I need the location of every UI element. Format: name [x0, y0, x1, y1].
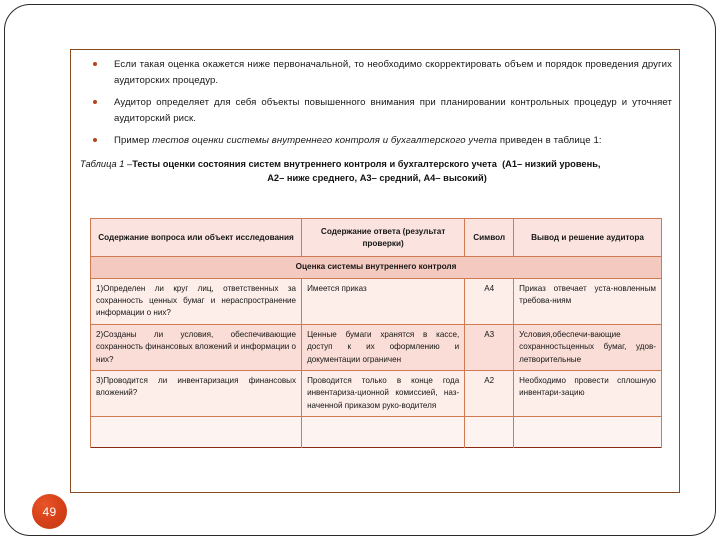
- caption-legend-line-2: А2– ниже среднего, А3– средний, А4– высокий): [267, 172, 487, 183]
- cell-symbol: А2: [465, 371, 514, 417]
- caption-label: Таблица 1 –: [80, 159, 133, 169]
- page-number-badge: 49: [32, 494, 67, 529]
- bullet-text-3-prefix: Пример: [114, 135, 153, 147]
- table-caption: [80, 158, 674, 185]
- cell-answer: Имеется приказ: [302, 278, 465, 324]
- bullet-text-1: Если такая оценка окажется ниже первоначальной, то необходимо скорректировать объем и порядок проведения других аудиторских процедур.: [114, 59, 672, 86]
- table-row: [91, 278, 662, 324]
- bullet-dot-icon: [93, 100, 97, 104]
- bullet-text-3-emphasis: тестов оценки системы внутреннего контроля и бухгалтерского учета: [152, 135, 498, 147]
- cell-filler: [514, 417, 662, 448]
- cell-filler: [91, 417, 302, 448]
- cell-answer: Проводится только в конце года инвентариза-ционной комиссией, наз-наченной приказом руко-водителя: [302, 371, 465, 417]
- cell-symbol: А4: [465, 278, 514, 324]
- column-header-conclusion: Вывод и решение аудитора: [514, 219, 662, 257]
- column-header-symbol: Символ: [465, 219, 514, 257]
- bullet-dot-icon: [93, 138, 97, 142]
- bullet-list: [80, 57, 672, 156]
- table-section-band: [91, 257, 662, 278]
- cell-conclusion: Приказ отвечает уста-новленным требова-ниям: [514, 278, 662, 324]
- list-item: [80, 57, 672, 88]
- cell-filler: [465, 417, 514, 448]
- bullet-dot-icon: [93, 62, 97, 66]
- table-header-row: [91, 219, 662, 257]
- caption-legend-line-1: (А1– низкий уровень,: [502, 159, 601, 169]
- cell-question: 2)Созданы ли условия, обеспечивающие сохранность финансовых вложений и информации о них?: [91, 324, 302, 370]
- table-filler-row: [91, 417, 662, 448]
- cell-conclusion: Условия,обеспечи-вающие сохранностьценных бумаг, удов-летворительные: [514, 324, 662, 370]
- cell-conclusion: Необходимо провести сплошную инвентари-зацию: [514, 371, 662, 417]
- assessment-table: [90, 218, 662, 448]
- column-header-question: Содержание вопроса или объект исследования: [91, 219, 302, 257]
- content-box: [70, 49, 680, 493]
- section-band-label: Оценка системы внутреннего контроля: [91, 257, 662, 278]
- caption-title: Тесты оценки состояния систем внутреннего контроля и бухгалтерского учета: [132, 159, 497, 169]
- cell-question: 3)Проводится ли инвентаризация финансовых вложений?: [91, 371, 302, 417]
- bullet-text-3-suffix: приведен в таблице 1:: [497, 135, 602, 147]
- cell-question: 1)Определен ли круг лиц, ответственных за сохранность ценных бумаг и нераспространение информации о них?: [91, 278, 302, 324]
- slide-frame: [4, 4, 716, 536]
- table-row: [91, 324, 662, 370]
- column-header-answer: Содержание ответа (результат проверки): [302, 219, 465, 257]
- list-item: [80, 95, 672, 126]
- cell-symbol: А3: [465, 324, 514, 370]
- table-row: [91, 371, 662, 417]
- list-item: [80, 133, 672, 149]
- cell-filler: [302, 417, 465, 448]
- cell-answer: Ценные бумаги хранятся в кассе, доступ к их оформлению и документации ограничен: [302, 324, 465, 370]
- bullet-text-2: Аудитор определяет для себя объекты повышенного внимания при планировании контрольных процедур и уточняет аудиторский риск.: [114, 97, 672, 124]
